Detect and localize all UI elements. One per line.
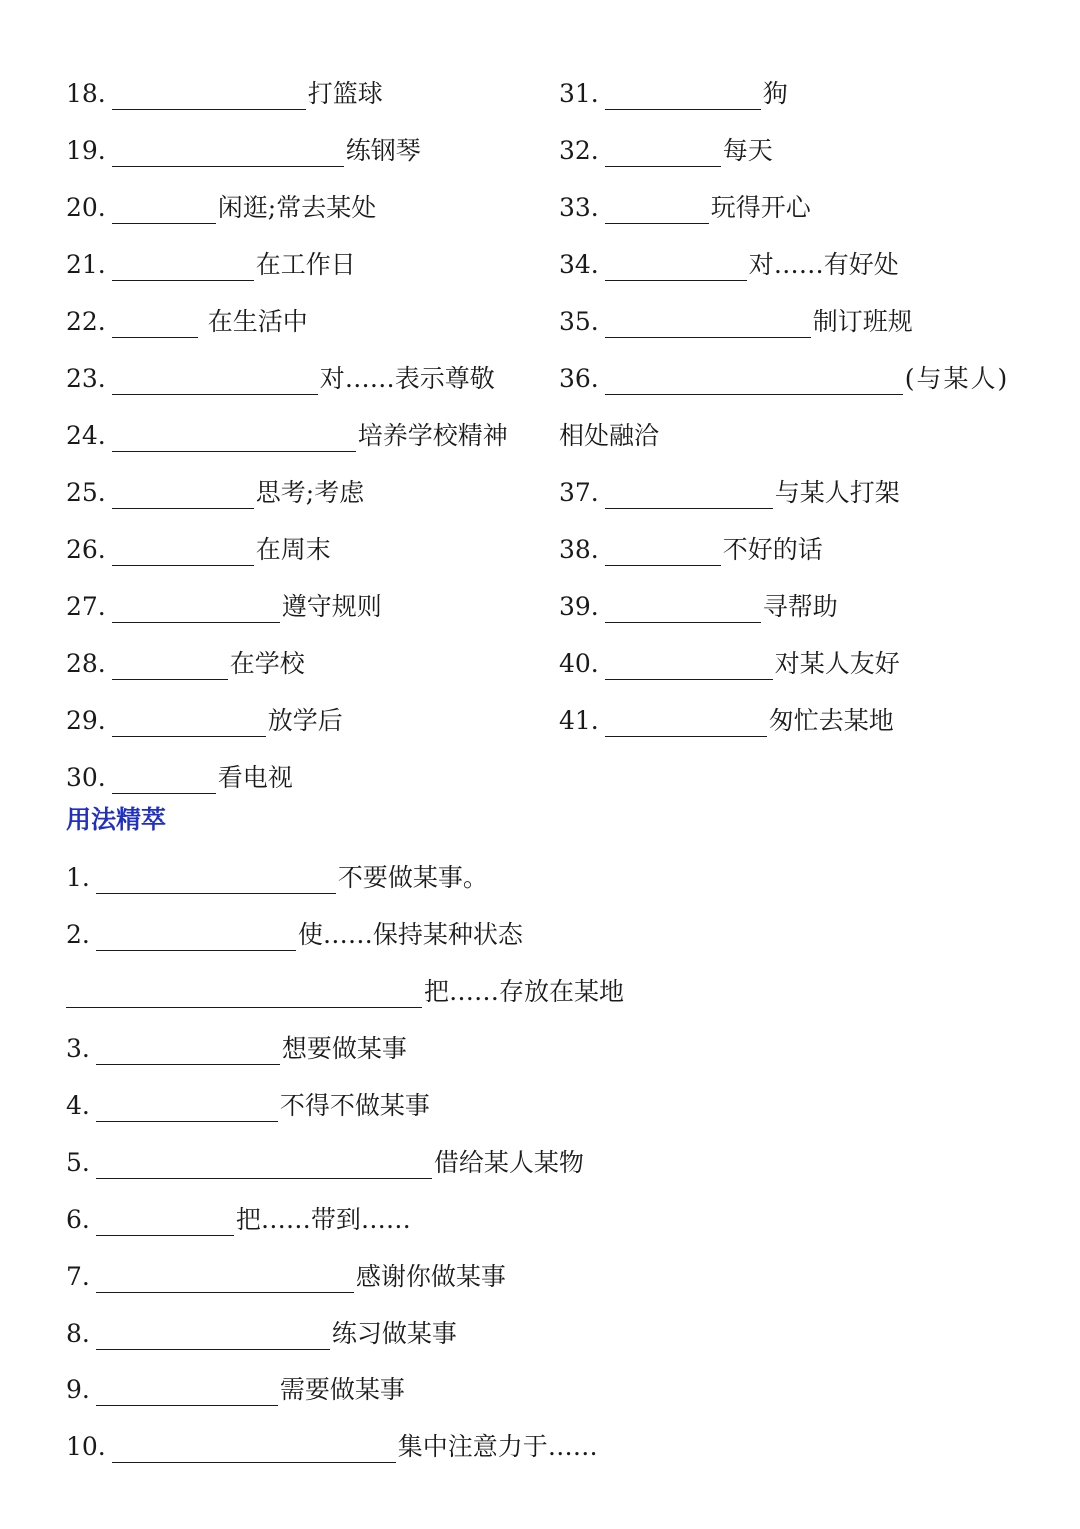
answer-blank[interactable]	[96, 867, 336, 894]
item-meaning: 培养学校精神	[357, 421, 508, 450]
item-number: 27.	[66, 592, 106, 621]
item-meaning: 对某人友好	[774, 649, 900, 678]
answer-blank[interactable]	[96, 1209, 234, 1236]
item-number: 36.	[559, 364, 599, 393]
vocab-item-23	[66, 363, 495, 395]
item-meaning: 在学校	[229, 649, 305, 678]
item-number: 31.	[559, 79, 599, 108]
answer-blank[interactable]	[112, 596, 280, 623]
usage-item-9	[66, 1374, 405, 1406]
item-number: 10.	[66, 1432, 106, 1461]
item-meaning: 集中注意力于……	[397, 1432, 598, 1461]
usage-item-5	[66, 1147, 584, 1179]
answer-blank[interactable]	[96, 1379, 278, 1406]
item-number: 8.	[66, 1319, 90, 1348]
item-meaning: 制订班规	[812, 307, 913, 336]
item-number: 37.	[559, 478, 599, 507]
vocab-item-18	[66, 78, 383, 110]
answer-blank[interactable]	[112, 83, 306, 110]
answer-blank[interactable]	[605, 596, 761, 623]
item-number: 6.	[66, 1205, 90, 1234]
usage-item-10	[66, 1431, 598, 1463]
answer-blank[interactable]	[605, 254, 747, 281]
item-number: 39.	[559, 592, 599, 621]
vocab-item-26	[66, 534, 331, 566]
vocab-item-32	[559, 135, 773, 167]
answer-blank[interactable]	[605, 710, 767, 737]
answer-blank[interactable]	[112, 1436, 396, 1463]
item-meaning: (与某人)	[904, 364, 1010, 393]
item-meaning: 对……表示尊敬	[319, 364, 495, 393]
vocab-item-25	[66, 477, 364, 509]
answer-blank[interactable]	[96, 1038, 280, 1065]
vocab-item-36-continued	[559, 420, 659, 452]
item-number: 5.	[66, 1148, 90, 1177]
usage-item-7	[66, 1261, 506, 1293]
item-number: 20.	[66, 193, 106, 222]
item-meaning: 把……带到……	[235, 1205, 411, 1234]
item-meaning: 练钢琴	[345, 136, 421, 165]
item-number: 41.	[559, 706, 599, 735]
item-meaning: 放学后	[267, 706, 343, 735]
vocab-item-21	[66, 249, 356, 281]
answer-blank[interactable]	[112, 197, 216, 224]
section-title: 用法精萃	[66, 805, 167, 834]
usage-item-1	[66, 862, 488, 894]
answer-blank[interactable]	[605, 140, 721, 167]
item-number: 2.	[66, 920, 90, 949]
item-meaning: 与某人打架	[774, 478, 900, 507]
item-number: 25.	[66, 478, 106, 507]
item-number: 32.	[559, 136, 599, 165]
item-number: 38.	[559, 535, 599, 564]
item-meaning: 玩得开心	[710, 193, 811, 222]
answer-blank[interactable]	[605, 197, 709, 224]
item-number: 9.	[66, 1375, 90, 1404]
item-number: 33.	[559, 193, 599, 222]
item-meaning: 在周末	[255, 535, 331, 564]
item-meaning: 把……存放在某地	[424, 977, 625, 1006]
item-meaning: 狗	[762, 79, 788, 108]
answer-blank[interactable]	[112, 539, 254, 566]
vocab-item-20	[66, 192, 376, 224]
item-meaning: 练习做某事	[331, 1319, 457, 1348]
item-meaning: 在生活中	[199, 307, 308, 336]
item-meaning: 寻帮助	[762, 592, 838, 621]
item-meaning: 使……保持某种状态	[297, 920, 523, 949]
item-meaning: 不好的话	[722, 535, 823, 564]
vocab-item-27	[66, 591, 382, 623]
answer-blank[interactable]	[112, 140, 344, 167]
item-meaning: 相处融洽	[559, 421, 660, 450]
item-meaning: 感谢你做某事	[355, 1262, 506, 1291]
vocab-item-35	[559, 306, 913, 338]
answer-blank[interactable]	[96, 1095, 278, 1122]
item-meaning: 闲逛;常去某处	[217, 193, 377, 222]
item-meaning: 匆忙去某地	[768, 706, 894, 735]
item-meaning: 看电视	[217, 763, 293, 792]
item-meaning: 不得不做某事	[279, 1091, 430, 1120]
item-number: 1.	[66, 863, 90, 892]
answer-blank[interactable]	[605, 482, 773, 509]
usage-item-4	[66, 1090, 430, 1122]
item-meaning: 不要做某事。	[337, 863, 488, 892]
item-number: 23.	[66, 364, 106, 393]
answer-blank[interactable]	[112, 482, 254, 509]
answer-blank[interactable]	[112, 767, 216, 794]
item-number: 22.	[66, 307, 106, 336]
answer-blank[interactable]	[112, 425, 356, 452]
answer-blank[interactable]	[605, 311, 811, 338]
answer-blank[interactable]	[605, 653, 773, 680]
vocab-item-24	[66, 420, 508, 452]
item-number: 34.	[559, 250, 599, 279]
answer-blank[interactable]	[112, 368, 318, 395]
answer-blank[interactable]	[112, 311, 198, 338]
vocab-item-31	[559, 78, 788, 110]
vocab-item-34	[559, 249, 899, 281]
item-meaning: 每天	[722, 136, 773, 165]
usage-item-6	[66, 1204, 411, 1236]
vocab-item-41	[559, 705, 894, 737]
vocab-item-33	[559, 192, 811, 224]
usage-item-2b	[66, 976, 624, 1008]
vocab-item-19	[66, 135, 421, 167]
item-meaning: 对……有好处	[748, 250, 899, 279]
item-number: 4.	[66, 1091, 90, 1120]
vocab-item-28	[66, 648, 305, 680]
item-number: 7.	[66, 1262, 90, 1291]
answer-blank[interactable]	[605, 539, 721, 566]
usage-item-2	[66, 919, 523, 951]
item-meaning: 思考;考虑	[255, 478, 365, 507]
item-meaning: 在工作日	[255, 250, 356, 279]
vocab-item-29	[66, 705, 343, 737]
item-meaning: 想要做某事	[281, 1034, 407, 1063]
answer-blank[interactable]	[605, 368, 903, 395]
item-number: 28.	[66, 649, 106, 678]
item-meaning: 遵守规则	[281, 592, 382, 621]
item-number: 40.	[559, 649, 599, 678]
item-meaning: 打篮球	[307, 79, 383, 108]
item-number: 18.	[66, 79, 106, 108]
answer-blank[interactable]	[66, 981, 422, 1008]
answer-blank[interactable]	[96, 1266, 354, 1293]
item-number: 35.	[559, 307, 599, 336]
answer-blank[interactable]	[96, 1152, 432, 1179]
item-number: 24.	[66, 421, 106, 450]
answer-blank[interactable]	[112, 653, 228, 680]
vocab-item-38	[559, 534, 823, 566]
item-meaning: 需要做某事	[279, 1375, 405, 1404]
answer-blank[interactable]	[112, 254, 254, 281]
answer-blank[interactable]	[96, 924, 296, 951]
vocab-item-30	[66, 762, 293, 794]
vocab-item-39	[559, 591, 838, 623]
answer-blank[interactable]	[112, 710, 266, 737]
item-meaning: 借给某人某物	[433, 1148, 584, 1177]
answer-blank[interactable]	[605, 83, 761, 110]
item-number: 30.	[66, 763, 106, 792]
usage-item-3	[66, 1033, 407, 1065]
item-number: 29.	[66, 706, 106, 735]
vocab-item-36	[559, 363, 1009, 395]
vocab-item-22	[66, 306, 308, 338]
vocab-item-40	[559, 648, 900, 680]
item-number: 3.	[66, 1034, 90, 1063]
vocab-item-37	[559, 477, 900, 509]
item-number: 21.	[66, 250, 106, 279]
item-number: 26.	[66, 535, 106, 564]
item-number: 19.	[66, 136, 106, 165]
usage-item-8	[66, 1318, 457, 1350]
answer-blank[interactable]	[96, 1323, 330, 1350]
